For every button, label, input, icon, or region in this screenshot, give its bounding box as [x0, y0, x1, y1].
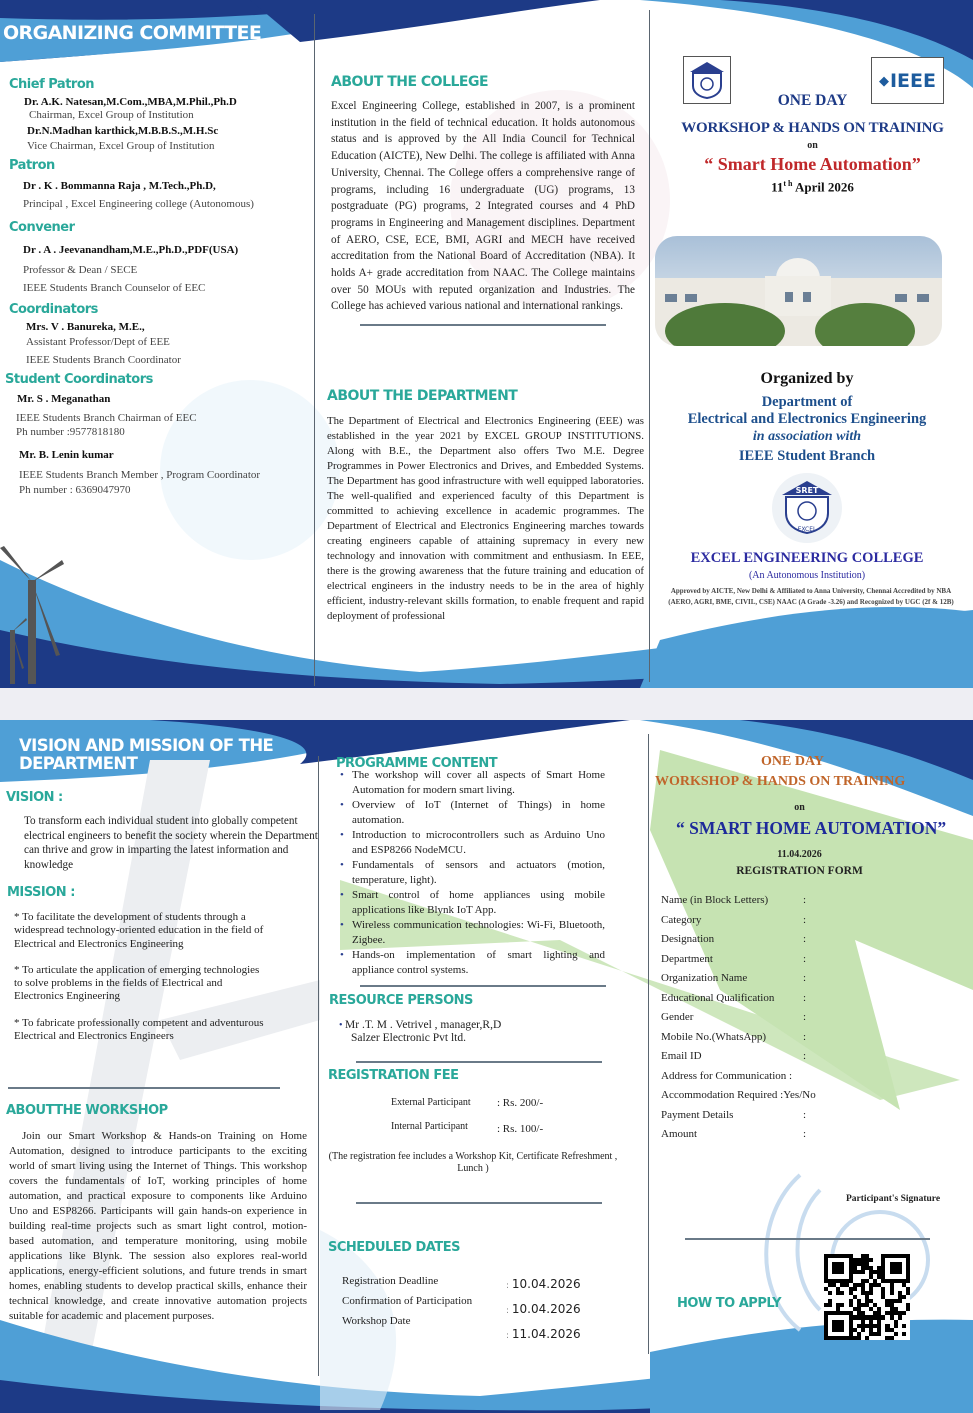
department-line: Department of — [761, 394, 853, 410]
approval-text: Approved by AICTE, New Delhi & Affiliated to Anna University, Chennai Accredited by NBA (AERO, AGRI, BME, CIVIL, CSE) NAAC (A Grade -3.26) and Recognized by UGC (2f & 12B) — [668, 587, 954, 606]
person-name: Mr. B. Lenin kumar — [19, 449, 114, 461]
organizing-committee-panel — [0, 22, 312, 496]
college-building-photo — [655, 236, 942, 346]
svg-text:SRET: SRET — [795, 486, 819, 495]
section-divider — [360, 985, 606, 987]
department-name: Electrical and Electronics Engineering — [687, 411, 927, 427]
person-role: Principal , Excel Engineering college (Autonomous) — [23, 198, 254, 210]
person-name: Dr. A.K. Natesan,M.Com.,MBA,M.Phil.,Ph.D — [24, 96, 237, 108]
form-field-payment[interactable]: Payment Details : — [661, 1108, 807, 1121]
organizer-block — [652, 370, 962, 608]
programme-item: • Overview of IoT (Internet of Things) in home automation. — [330, 798, 605, 828]
person-role: Vice Chairman, Excel Group of Institution — [27, 140, 215, 152]
on-label: on — [807, 140, 818, 151]
programme-item: • Fundamentals of sensors and actuators (motion, temperature, light). — [330, 858, 605, 888]
fold-divider — [318, 756, 319, 1376]
fold-divider — [649, 10, 650, 682]
dates-heading: SCHEDULED DATES — [328, 1240, 460, 1255]
ieee-logo: ◆ IEEE — [871, 57, 944, 104]
bullet-icon: • — [339, 1020, 346, 1031]
about-workshop-heading: ABOUTTHE WORKSHOP — [6, 1102, 168, 1118]
date-label: Confirmation of Participation — [342, 1295, 473, 1307]
sret-logo — [683, 56, 731, 104]
about-department-text: The Department of Electrical and Electronics Engineering (EEE) was established in the year 2021 by EXCEL GROUP INSTITUTIONS. Along with B.E., the Department also offers Two M.E. Degree Programmes in Power Electronics and Drives, and Embedded Systems. The Department has good infrastructure with well equipped laboratories. The well-qualified and experienced faculty of this Department is committed to achieving excellence in academic programmes. The Department of Electrical and Electronics Engineering marches towards creating engineers capable of attaining supremacy in every new technology and innovation with commitment and enthusiasm. In EEE, there is the growing awareness that the future training and education of electrical engineers in the industry needs to be in the area of highly efficient, industry-relevant skills formation, to enable frequent and rapid deployment of professional — [327, 415, 644, 622]
date-label: Workshop Date — [342, 1315, 411, 1327]
date-value: : 10.04.2026 — [506, 1277, 581, 1291]
programme-panel — [336, 756, 616, 987]
programme-item: • Introduction to microcontrollers such as Arduino Uno and ESP8266 NodeMCU. — [330, 828, 605, 858]
about-department-panel — [327, 388, 644, 624]
resource-heading: RESOURCE PERSONS — [329, 993, 473, 1008]
registration-fee-panel — [328, 1068, 628, 1204]
person-name: Dr.N.Madhan karthick,M.B.B.S.,M.H.Sc — [27, 125, 219, 137]
form-field-category[interactable]: Category : — [661, 913, 807, 926]
form-field-mobile[interactable]: Mobile No.(WhatsApp) : — [661, 1030, 807, 1043]
one-day-label: ONE DAY — [761, 754, 824, 769]
person-role: IEEE Students Branch Member , Program Coordinator — [19, 469, 261, 481]
person-role: Professor & Dean / SECE — [23, 264, 138, 276]
person-role: Assistant Professor/Dept of EEE — [26, 336, 170, 348]
fee-row: Internal Participant : Rs. 100/- — [391, 1121, 544, 1135]
vision-heading: VISION : — [6, 790, 63, 805]
date-value: : 11.04.2026 — [506, 1327, 581, 1341]
association-label: in association with — [752, 429, 862, 444]
one-day-label: ONE DAY — [777, 92, 848, 109]
committee-heading-convener: Convener — [9, 220, 75, 235]
panel-title: ORGANIZING COMMITTEE — [3, 22, 262, 44]
person-role: IEEE Students Branch Counselor of EEC — [23, 282, 206, 294]
college-emblem — [772, 473, 842, 543]
mission-item: * To fabricate professionally competent and adventurous Electrical and Electronics Engineers — [14, 1016, 264, 1043]
event-date: $11^{t h}$ April 2026 — [771, 179, 854, 195]
college-name: EXCEL ENGINEERING COLLEGE — [690, 550, 924, 566]
on-label: on — [794, 802, 805, 813]
form-field-name[interactable]: Name (in Block Letters) : — [661, 894, 807, 906]
autonomous-label: (An Autonomous Institution) — [748, 570, 866, 581]
vision-mission-panel — [0, 737, 318, 1324]
person-name: Dr . A . Jeevanandham,M.E.,Ph.D.,PDF(USA) — [23, 244, 239, 256]
programme-item: • Wireless communication technologies: Wi-Fi, Bluetooth, Zigbee. — [330, 918, 605, 948]
college-emblem-icon — [780, 479, 834, 537]
topic-title: “ Smart Home Automation” — [704, 154, 921, 174]
topic-title: “ SMART HOME AUTOMATION” — [676, 818, 947, 838]
vision-text: To transform each individual student into globally competent electrical engineers to benefit the society wherein the Department can thrive and grow in imparting the latest information and knowledge — [24, 815, 318, 871]
fee-heading: REGISTRATION FEE — [328, 1068, 459, 1083]
committee-heading-coordinators: Coordinators — [9, 302, 98, 317]
section-divider — [356, 1061, 602, 1063]
fee-note: (The registration fee includes a Workshop Kit, Certificate Refreshment , Lunch ) — [328, 1151, 618, 1174]
form-field-organization[interactable]: Organization Name : — [661, 972, 807, 984]
resource-person: • Mr .T. M . Vetrivel , manager,R,D — [339, 1019, 502, 1031]
mission-item: * To facilitate the development of students through a widespread technology-oriented education in the field of Electrical and Electronics Engineering — [14, 911, 264, 950]
dates-table — [328, 1275, 628, 1355]
person-role: IEEE Students Branch Chairman of EEC — [16, 412, 197, 424]
committee-heading-patron: Patron — [9, 158, 55, 173]
ieee-diamond-icon: ◆ — [878, 72, 889, 88]
date-value: : 10.04.2026 — [506, 1302, 581, 1316]
form-field-designation[interactable]: Designation : — [661, 933, 807, 945]
committee-heading-student-coordinators: Student Coordinators — [5, 372, 153, 387]
brochure-inner-side — [0, 720, 973, 1413]
about-college-panel — [331, 74, 635, 326]
signature-line — [685, 1238, 930, 1240]
scheduled-dates-panel — [328, 1240, 628, 1355]
resource-persons-panel — [329, 993, 629, 1063]
programme-item: • Smart control of home appliances using mobile applications like Blynk IoT App. — [330, 888, 605, 918]
person-name: Mrs. V . Banureka, M.E., — [26, 321, 145, 333]
panel-title: VISION AND MISSION OF THE DEPARTMENT — [19, 736, 274, 773]
fee-row: External Participant : Rs. 200/- — [391, 1097, 544, 1109]
person-role: IEEE Students Branch Coordinator — [26, 354, 181, 366]
registration-qr-code[interactable] — [824, 1254, 910, 1340]
about-college-text: Excel Engineering College, established in 2007, is a prominent institution in the field of technical education. It holds autonomous status and is approved by the All India Council for Technical Education (AICTE), New Delhi. The college is affiliated with Anna University, Chennai. The College offers a comprehensive range of programs, including 16 undergraduate (UG) programs, 13 postgraduate (PG) programs, 2 Integrated courses and 4 PhD programs in Engineering and Management disciplines. Department of AERO, CSE, ECE, BMI, AGRI and MECH have received accreditation from the National Board of Accreditation (NBA). It holds A+ grade accreditation from NAAC. The College maintains over 50 MOUs with reputed organization and Industries. The College has achieved various national and international rankings. — [331, 100, 635, 313]
ieee-branch-name: IEEE Student Branch — [738, 448, 876, 464]
form-field-qualification[interactable]: Educational Qualification : — [661, 991, 807, 1004]
person-name: Dr . K . Bommanna Raja , M.Tech.,Ph.D, — [23, 180, 216, 192]
programme-list — [330, 768, 605, 978]
about-department-heading: ABOUT THE DEPARTMENT — [327, 388, 518, 404]
mission-item: * To articulate the application of emerging technologies to solve problems in the fields of Electrical and Electronics Engineering — [14, 963, 260, 1003]
brochure-outer-side — [0, 0, 973, 688]
person-name: Mr. S . Meganathan — [17, 393, 111, 405]
workshop-title: WORKSHOP & HANDS ON TRAINING — [655, 774, 906, 789]
organized-by-label: Organized by — [760, 370, 854, 387]
person-role: Chairman, Excel Group of Institution — [29, 109, 194, 121]
how-to-apply-heading: HOW TO APPLY — [677, 1296, 782, 1311]
about-workshop-text: Join our Smart Workshop & Hands-on Training on Home Automation, designed to introduce participants to the exciting world of smart living using the Internet of Things. This workshop covers the fundamentals of IoT, working principles of home automation, and practical exposure to components like Arduino Uno and ESP8266. Participants will gain hands-on experience in building real-time projects such as smart light control, motion-based automation, and temperature monitoring, using mobile applications like Blynk. The session also explores real-world applications, energy-efficient solutions, and future trends in smart homes, enabling students to develop practical skills, enhance their technical knowledge, and create innovative automation projects suitable for academic and placement purposes. — [9, 1129, 307, 1322]
programme-heading: PROGRAMME CONTENT — [336, 756, 498, 771]
section-divider — [360, 324, 606, 326]
sret-emblem-icon — [688, 60, 726, 100]
mission-heading: MISSION : — [7, 885, 75, 900]
form-field-amount[interactable]: Amount : — [661, 1128, 807, 1140]
programme-item: • Hands-on implementation of smart lighting and appliance control systems. — [330, 948, 605, 978]
about-college-heading: ABOUT THE COLLEGE — [331, 74, 489, 90]
registration-form-panel — [652, 754, 973, 1311]
programme-item: • The workshop will cover all aspects of Smart Home Automation for modern smart living. — [330, 768, 605, 798]
event-date: 11.04.2026 — [777, 849, 822, 860]
form-field-accommodation[interactable]: Accommodation Required :Yes/No — [661, 1089, 816, 1101]
registration-fields — [661, 891, 973, 1145]
form-title: REGISTRATION FORM — [736, 865, 863, 877]
section-divider — [8, 1087, 280, 1089]
committee-heading-chief-patron: Chief Patron — [9, 77, 95, 92]
resource-company: Salzer Electronic Pvt ltd. — [351, 1032, 466, 1044]
cover-panel — [652, 54, 973, 606]
fold-divider — [314, 14, 315, 686]
svg-text:EXCEL: EXCEL — [797, 526, 817, 533]
date-label: Registration Deadline — [342, 1275, 439, 1287]
person-phone: Ph number : 6369047970 — [19, 484, 131, 496]
fold-divider — [648, 734, 649, 1354]
form-field-department[interactable]: Department : — [661, 952, 807, 965]
person-phone: Ph number :9577818180 — [16, 426, 125, 438]
form-field-gender[interactable]: Gender : — [661, 1011, 807, 1023]
section-divider — [356, 1202, 602, 1204]
form-field-address[interactable]: Address for Communication : — [661, 1069, 793, 1082]
form-field-email[interactable]: Email ID : — [661, 1050, 807, 1062]
workshop-title: WORKSHOP & HANDS ON TRAINING — [681, 120, 944, 136]
signature-label: Participant's Signature — [846, 1194, 941, 1204]
